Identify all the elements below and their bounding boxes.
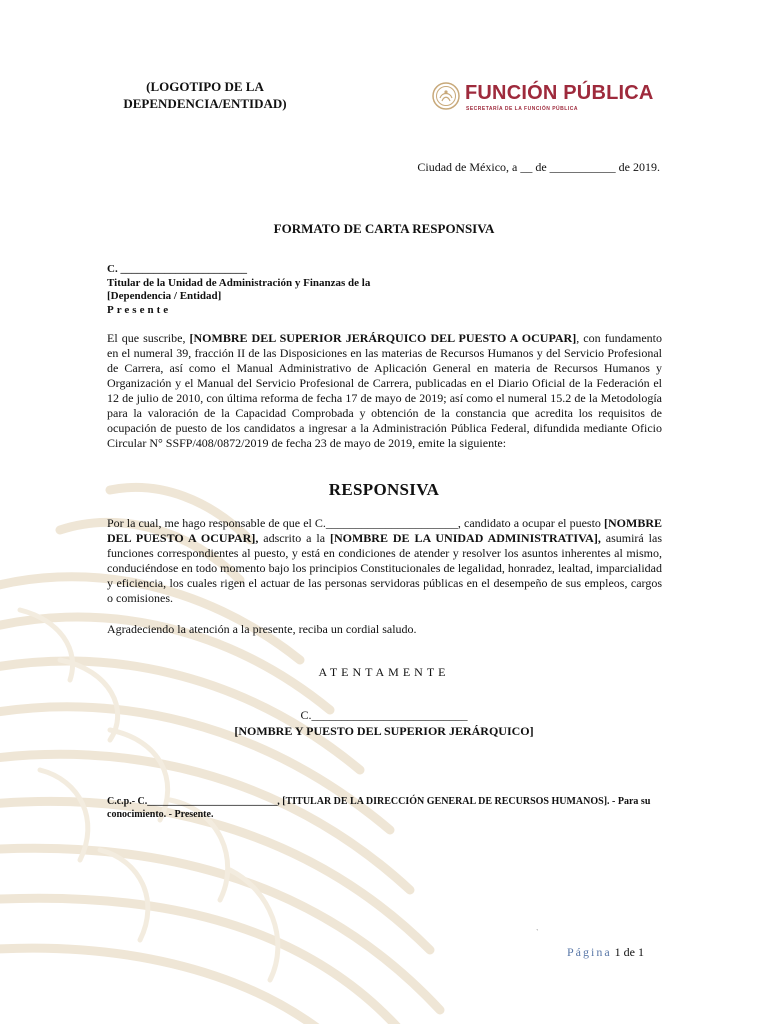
intro-lead: El que suscribe,	[107, 331, 190, 345]
addressee-entity: [Dependencia / Entidad]	[107, 290, 222, 302]
page-number: 1 de 1	[614, 945, 644, 959]
funcion-publica-logo	[432, 80, 662, 116]
closing-paragraph: Agradeciendo la atención a la presente, reciba un cordial saludo.	[107, 622, 417, 636]
signature-name: [NOMBRE Y PUESTO DEL SUPERIOR JERÁRQUICO]	[234, 724, 534, 738]
stray-mark: `	[536, 928, 539, 937]
signature-line: C.__________________________	[300, 708, 468, 722]
body-part2: adscrito a la	[258, 531, 330, 545]
body-position: [NOMBRE DEL PUESTO A OCUPAR],	[107, 516, 662, 545]
brand-name: FUNCIÓN PÚBLICA	[465, 82, 654, 104]
page-label: Página	[567, 945, 612, 959]
addressee-position: Titular de la Unidad de Administración y Finanzas de la	[107, 276, 371, 289]
ccp-block: C.c.p.- C.__________________________, [TITULAR DE LA DIRECCIÓN GENERAL DE RECURSOS HUMANOS]. - Para su conocimiento. - Presente.	[107, 796, 651, 820]
addressee-block	[107, 263, 370, 317]
document-title: FORMATO DE CARTA RESPONSIVA	[273, 221, 495, 236]
section-heading: RESPONSIVA	[328, 480, 440, 499]
page-footer	[567, 945, 644, 960]
addressee-name: C. _______________________	[107, 263, 247, 275]
intro-highlight: [NOMBRE DEL SUPERIOR JERÁRQUICO DEL PUESTO A OCUPAR]	[189, 331, 577, 345]
date-line: Ciudad de México, a __ de ___________ de 2019.	[417, 160, 660, 174]
body-part1: Por la cual, me hago responsable de que el C.______________________, candidato a ocupar el puesto	[107, 516, 604, 530]
intro-paragraph	[107, 331, 662, 451]
logo-placeholder: (LOGOTIPO DE LA DEPENDENCIA/ENTIDAD)	[123, 79, 287, 111]
responsiva-paragraph	[107, 516, 662, 606]
brand-subtitle: SECRETARÍA DE LA FUNCIÓN PÚBLICA	[466, 106, 578, 112]
body-part3: asumirá las funciones correspondientes al puesto, y está en condiciones de atender y resolver los asuntos inherentes al mismo, conduciéndose en todo momento bajo los principios Constitucionales de legalidad, honradez, lealtad, imparcialidad y eficiencia, los cuales rigen el actuar de las personas servidoras públicas en el desempeño de sus empleos, cargos o comisiones.	[107, 531, 662, 605]
intro-rest: , con fundamento en el numeral 39, fracción II de las Disposiciones en las materias de Recursos Humanos y del Servicio Profesional de Carrera, así como el Manual Administrativo de Aplicación General en materia de Recursos Humanos y Organización y el Manual del Servicio Profesional de Carrera, publicadas en el Diario Oficial de la Federación el 12 de julio de 2010, con última reforma de fecha 17 de mayo de 2019; así como el numeral 15.2 de la Metodología para la valoración de la Capacidad Comprobada y obtención de la constancia que acredita los requisitos de ocupación de puesto de los candidatos a ingresar a la Administración Pública Federal, difundida mediante Oficio Circular N° SSFP/408/0872/2019 de fecha 23 de mayo de 2019, emite la siguiente:	[107, 331, 662, 450]
addressee-presente: Presente	[107, 303, 172, 316]
atentamente: ATENTAMENTE	[318, 665, 450, 679]
seal-icon	[432, 82, 460, 110]
body-unit: [NOMBRE DE LA UNIDAD ADMINISTRATIVA],	[329, 531, 601, 545]
